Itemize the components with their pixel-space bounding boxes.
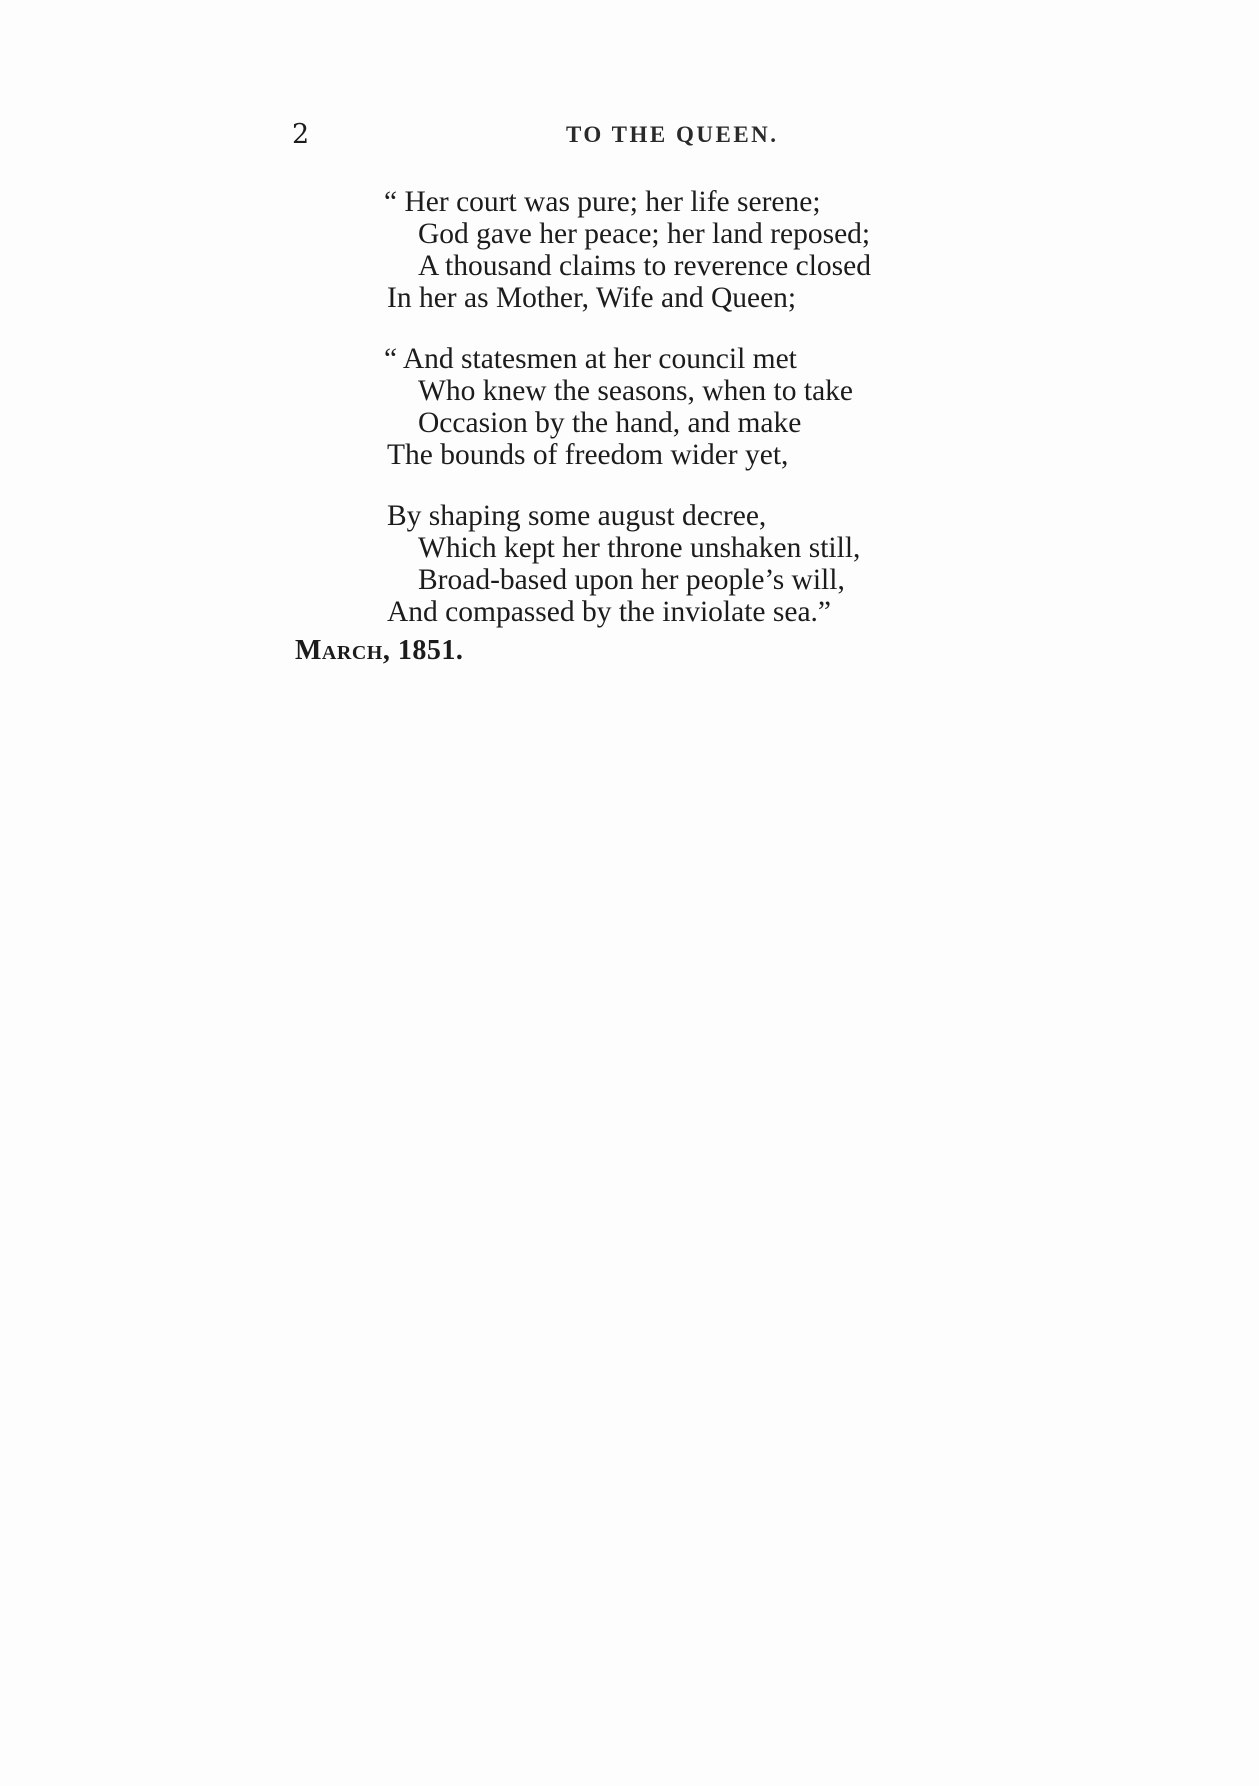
poem-line: “ Her court was pure; her life serene; <box>384 186 821 218</box>
poem-line: “ And statesmen at her council met <box>384 343 797 375</box>
poem-line: The bounds of freedom wider yet, <box>387 439 789 471</box>
poem-line: In her as Mother, Wife and Queen; <box>387 282 797 314</box>
stanza-1 <box>384 186 987 314</box>
poem-line: And compassed by the inviolate sea.” <box>387 596 832 628</box>
poem <box>384 186 987 657</box>
poem-line: A thousand claims to reverence closed <box>418 250 872 282</box>
poem-line: God gave her peace; her land reposed; <box>418 218 871 250</box>
running-title: TO THE QUEEN. <box>566 122 779 147</box>
poem-line: Who knew the seasons, when to take <box>418 375 854 407</box>
running-head <box>292 118 838 152</box>
stanza-2 <box>384 343 987 471</box>
stanza-3 <box>387 500 987 628</box>
poem-line: Broad-based upon her people’s will, <box>418 564 845 596</box>
poem-line: By shaping some august decree, <box>387 500 767 532</box>
poem-line: Which kept her throne unshaken still, <box>418 532 861 564</box>
poem-line: Occasion by the hand, and make <box>418 407 802 439</box>
dateline: March, 1851. <box>295 635 464 666</box>
page-number: 2 <box>292 119 310 150</box>
